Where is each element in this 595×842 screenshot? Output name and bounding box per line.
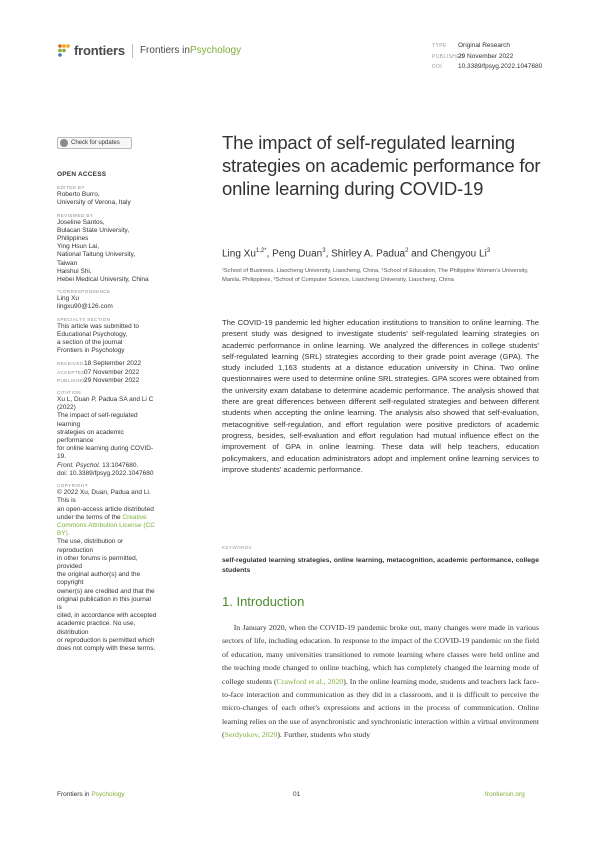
citation: CITATION Xu L, Duan P, Padua SA and Li C (2022) The impact of self-regulated learning strategies on academic performance for online learning during COVID-19. Front. Psychol. 13:1047680. doi: 10.3389/fpsyg.2022.1047680 bbox=[57, 390, 157, 478]
edited-by: EDITED BY Roberto Burro, University of Verona, Italy bbox=[57, 185, 131, 207]
footer-journal: Frontiers in Psychology bbox=[57, 791, 125, 798]
keywords: self-regulated learning strategies, online learning, metacognition, academic performance, college students bbox=[222, 557, 539, 574]
intro-paragraph: In January 2020, when the COVID-19 pandemic broke out, many changes were made in various sectors of life, including education. In response to the impact of the COVID-19 pandemic on the field of education, many universities transitioned to remote learning where classes were held online and the teaching mode changed to online teaching, which has completely changed the learning mode of college students (Crawford et al., 2020). In the online learning mode, students and teachers lack face-to-face interaction and communication as they did in a classroom, and it is difficult to perceive the micro-changes of each other's expressions and actions in the process of communication. Online learning relies on the use of asynchronistic and synchronistic interaction within a virtual environment (Serdyukov, 2020). Further, students who study bbox=[222, 623, 539, 740]
journal-prefix: Frontiers in bbox=[139, 45, 190, 56]
journal-name: Psychology bbox=[189, 45, 242, 56]
author-name[interactable]: Shirley A. Padua bbox=[331, 248, 406, 260]
abstract: The COVID-19 pandemic led higher education institutions to transition to online learning. The present study was designed to investigate students' self-regulated learning strategies on academic performance in online learning. We analyzed the differences in college students' self-regulated learning (SRL) strategies according to their grade point average (GPA). The study included 1,163 students at a distance education university in China. Two online questionnaires were used to determine online SRL strategies. GPA scores were obtained from the university exam database to determine academic performance. The analysis showed that there are great differences between different self-regulated strategies and between different students when accepting the online learning. The analysis also showed that self-evaluation, metacognitive self-regulation, and effort regulation were positive predictors of academic progress, besides, self-evaluation and effort regulation had mutual influence effect on the improvement of GPA in online learning. These data will help teachers, education policymakers, and education administrators adopt and implement online learning services to improve students' academic performance. bbox=[222, 318, 539, 474]
author-name[interactable]: Ling Xu bbox=[222, 248, 256, 260]
correspondence-email[interactable]: lingxu90@126.com bbox=[57, 303, 113, 311]
affiliations: ¹School of Business, Liaocheng University, Liaocheng, China, ²School of Education, The Philippine Women's University, Manila, Philippines, ³School of Computer Science, Liaocheng University, Liaocheng, China bbox=[222, 268, 529, 283]
citation-link[interactable]: Crawford et al., 2020 bbox=[276, 676, 344, 686]
article-title: The impact of self-regulated learning strategies on academic performance for online learning during COVID-19 bbox=[222, 132, 541, 199]
logo-divider bbox=[132, 44, 133, 58]
frontiers-logo[interactable] bbox=[58, 43, 241, 58]
check-for-updates-button[interactable]: Check for updates bbox=[57, 137, 132, 149]
page-number: 01 bbox=[293, 791, 301, 798]
correspondence: *CORRESPONDENCE Ling Xu lingxu90@126.com bbox=[57, 289, 157, 311]
meta-type: TYPE Original Research bbox=[432, 42, 511, 49]
author-name[interactable]: Peng Duan bbox=[272, 248, 323, 260]
section-heading: 1. Introduction bbox=[222, 594, 305, 609]
frontiers-logo-icon bbox=[58, 44, 70, 58]
open-access-label: OPEN ACCESS bbox=[57, 171, 107, 178]
cc-license-link-cont[interactable]: Commons Attribution License (CC BY). bbox=[57, 521, 155, 538]
author-list: Ling $Xu^{1,2*}$, Peng Duan$^3$, Shirley A. Padua$^2$ and Chengyou Li$^3$ bbox=[222, 248, 491, 260]
brand-name: frontiers bbox=[74, 43, 125, 58]
author-name[interactable]: Chengyou Li bbox=[430, 248, 487, 260]
citation-link[interactable]: Serdyukov, 2020 bbox=[224, 730, 278, 740]
meta-published: PUBLISHED29 November 2022 bbox=[432, 52, 514, 60]
cc-license-link[interactable]: Creative bbox=[122, 513, 147, 521]
copyright: COPYRIGHT © 2022 Xu, Duan, Padua and Li. This is an open-access article distributed under the terms of the Creative Commons Attribution License (CC BY). The use, distribution or reproduction in other forums is permitted, provided the original author(s) and the copyright owner(s) are credited and that the original publication in this journal is cited, in accordance with accepted academic practice. No use, distribution or reproduction is permitted which does not comply with these terms. bbox=[57, 483, 157, 652]
specialty-section: SPECIALTY SECTION This article was submitted to Educational Psychology, a section of the journal Frontiers in Psychology bbox=[57, 316, 140, 355]
check-updates-icon bbox=[60, 139, 68, 147]
article-dates: RECEIVED18 September 2022 ACCEPTED07 November 2022 PUBLISHED29 November 2022 bbox=[57, 360, 142, 384]
article-meta bbox=[432, 41, 542, 73]
sidebar bbox=[57, 171, 157, 658]
keywords-label: KEYWORDS bbox=[222, 545, 252, 550]
citation-doi[interactable]: doi: 10.3389/fpsyg.2022.1047680 bbox=[57, 469, 154, 477]
reviewed-by: REVIEWED BY Joseline Santos, Bulacan State University, Philippines Ying Hsun Lai, National Taitung University, Taiwan Haishui Shi, Hebei Medical University, China bbox=[57, 212, 149, 284]
footer-site-link[interactable]: frontiersin.org bbox=[485, 791, 525, 798]
meta-doi: DOI 10.3389/fpsyg.2022.1047680 bbox=[432, 63, 543, 70]
